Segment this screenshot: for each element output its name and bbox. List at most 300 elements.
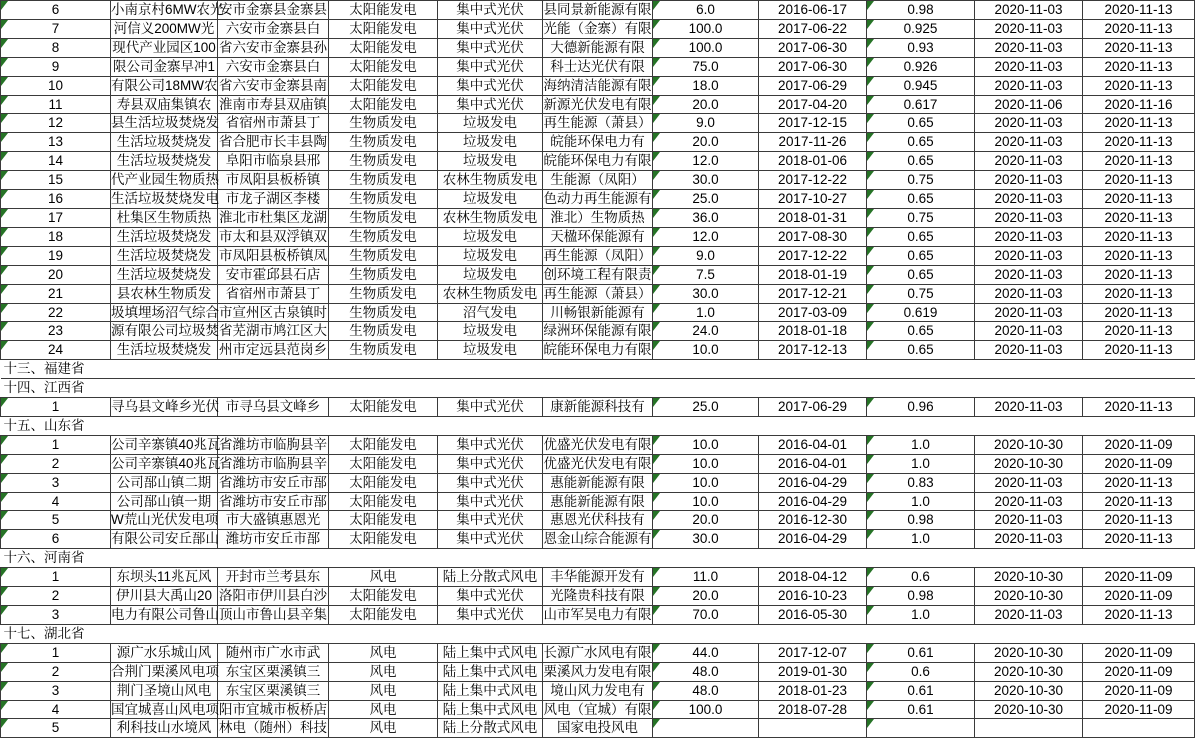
cell-publicity-start-date[interactable] [975,114,1083,133]
cell-project-name[interactable] [111,19,218,38]
cell-row-number[interactable] [1,57,111,76]
cell-power-subtype[interactable] [438,435,543,454]
cell-approval-date[interactable] [759,643,867,662]
cell-publicity-end-date[interactable] [1083,57,1195,76]
cell-project-name[interactable] [111,435,221,454]
cell-power-type[interactable] [329,208,438,227]
cell-row-number[interactable] [1,190,111,209]
cell-approval-date[interactable] [759,511,867,530]
cell-price[interactable] [867,587,975,606]
cell-company[interactable] [543,606,653,625]
cell-location[interactable] [218,284,329,303]
cell-approval-date[interactable] [759,76,867,95]
cell-power-subtype[interactable] [438,587,543,606]
cell-location[interactable] [218,227,329,246]
cell-approval-date[interactable] [759,454,867,473]
cell-price[interactable] [867,76,975,95]
cell-company[interactable] [543,643,653,662]
cell-publicity-end-date[interactable] [1083,171,1195,190]
cell-power-type[interactable] [329,473,438,492]
cell-location[interactable] [218,606,329,625]
cell-publicity-end-date[interactable] [1083,227,1195,246]
cell-row-number[interactable] [1,208,111,227]
cell-project-name[interactable] [111,511,218,530]
cell-company[interactable] [543,303,653,322]
cell-row-number[interactable] [1,284,111,303]
cell-power-type[interactable] [329,530,438,549]
cell-power-subtype[interactable] [438,95,543,114]
cell-price[interactable] [867,265,975,284]
cell-location[interactable] [218,492,329,511]
cell-row-number[interactable] [1,530,111,549]
cell-location[interactable] [218,1,329,20]
cell-project-name[interactable] [111,152,218,171]
cell-price[interactable] [867,530,975,549]
cell-company[interactable] [543,208,653,227]
cell-price[interactable] [867,643,975,662]
cell-price[interactable] [867,700,975,719]
cell-location[interactable] [218,95,329,114]
cell-power-subtype[interactable] [438,322,543,341]
cell-location[interactable] [218,114,329,133]
cell-capacity[interactable] [653,606,759,625]
cell-project-name[interactable] [111,322,218,341]
cell-price[interactable] [867,322,975,341]
cell-row-number[interactable] [1,171,111,190]
cell-power-subtype[interactable] [438,152,543,171]
cell-price[interactable] [867,227,975,246]
cell-company[interactable] [543,322,653,341]
cell-company[interactable] [543,190,653,209]
cell-approval-date[interactable] [759,1,867,20]
cell-publicity-end-date[interactable] [1083,114,1195,133]
cell-location[interactable] [218,435,329,454]
cell-company[interactable] [543,398,653,417]
cell-approval-date[interactable] [759,341,867,360]
cell-approval-date[interactable] [759,322,867,341]
cell-approval-date[interactable] [759,227,867,246]
cell-publicity-end-date[interactable] [1083,190,1195,209]
cell-price[interactable] [867,57,975,76]
cell-company[interactable] [543,435,653,454]
cell-company[interactable] [543,492,653,511]
cell-publicity-start-date[interactable] [975,473,1083,492]
cell-company[interactable] [543,57,653,76]
cell-approval-date[interactable] [759,190,867,209]
cell-publicity-start-date[interactable] [975,38,1083,57]
cell-power-type[interactable] [329,114,438,133]
cell-power-type[interactable] [329,341,438,360]
cell-location[interactable] [218,303,329,322]
cell-publicity-end-date[interactable] [1083,473,1195,492]
cell-company[interactable] [543,265,653,284]
cell-row-number[interactable] [1,398,111,417]
cell-row-number[interactable] [1,227,111,246]
cell-capacity[interactable] [653,719,759,738]
cell-company[interactable] [543,341,653,360]
cell-capacity[interactable] [653,700,759,719]
cell-location[interactable] [218,587,329,606]
cell-company[interactable] [543,700,653,719]
cell-location[interactable] [218,171,329,190]
section-header-cell[interactable]: 十四、江西省 [1,379,1195,398]
cell-project-name[interactable] [111,662,218,681]
cell-capacity[interactable] [653,398,759,417]
cell-location[interactable] [218,190,329,209]
cell-capacity[interactable] [653,152,759,171]
cell-company[interactable] [543,530,653,549]
cell-publicity-end-date[interactable] [1083,19,1195,38]
cell-approval-date[interactable] [759,606,867,625]
cell-capacity[interactable] [653,568,759,587]
cell-publicity-start-date[interactable] [975,435,1083,454]
cell-approval-date[interactable] [759,19,867,38]
cell-project-name[interactable] [111,1,224,20]
cell-publicity-start-date[interactable] [975,341,1083,360]
cell-capacity[interactable] [653,492,759,511]
cell-approval-date[interactable] [759,152,867,171]
cell-publicity-start-date[interactable] [975,719,1083,738]
cell-power-subtype[interactable] [438,1,543,20]
cell-row-number[interactable] [1,511,111,530]
cell-publicity-start-date[interactable] [975,265,1083,284]
cell-project-name[interactable] [111,568,218,587]
cell-power-type[interactable] [329,95,438,114]
cell-company[interactable] [543,511,653,530]
cell-capacity[interactable] [653,95,759,114]
cell-power-type[interactable] [329,662,438,681]
cell-publicity-end-date[interactable] [1083,208,1195,227]
cell-publicity-start-date[interactable] [975,530,1083,549]
cell-publicity-end-date[interactable] [1083,265,1195,284]
cell-project-name[interactable] [111,38,218,57]
section-header-cell[interactable]: 十三、福建省 [1,360,1195,379]
cell-location[interactable] [218,57,329,76]
cell-capacity[interactable] [653,114,759,133]
cell-location[interactable] [218,19,329,38]
cell-row-number[interactable] [1,643,111,662]
cell-company[interactable] [543,227,653,246]
cell-power-subtype[interactable] [438,492,543,511]
cell-publicity-end-date[interactable] [1083,530,1195,549]
cell-power-type[interactable] [329,1,438,20]
cell-approval-date[interactable] [759,681,867,700]
cell-project-name[interactable] [111,190,218,209]
cell-power-subtype[interactable] [438,473,543,492]
cell-capacity[interactable] [653,662,759,681]
cell-row-number[interactable] [1,152,111,171]
cell-power-type[interactable] [329,511,438,530]
cell-approval-date[interactable] [759,95,867,114]
cell-project-name[interactable] [111,606,218,625]
cell-company[interactable] [543,587,653,606]
cell-capacity[interactable] [653,265,759,284]
section-header-cell[interactable]: 十六、河南省 [1,549,1195,568]
cell-publicity-start-date[interactable] [975,662,1083,681]
cell-capacity[interactable] [653,1,759,20]
cell-row-number[interactable] [1,1,111,20]
cell-location[interactable] [218,133,329,152]
cell-location[interactable] [218,265,329,284]
cell-row-number[interactable] [1,719,111,738]
cell-approval-date[interactable] [759,303,867,322]
cell-publicity-start-date[interactable] [975,511,1083,530]
cell-price[interactable] [867,246,975,265]
cell-power-subtype[interactable] [438,719,543,738]
cell-price[interactable] [867,473,975,492]
cell-row-number[interactable] [1,606,111,625]
cell-capacity[interactable] [653,322,759,341]
cell-company[interactable] [543,38,653,57]
cell-power-subtype[interactable] [438,530,543,549]
cell-power-subtype[interactable] [438,265,543,284]
cell-capacity[interactable] [653,643,759,662]
cell-publicity-end-date[interactable] [1083,38,1195,57]
cell-power-subtype[interactable] [438,303,543,322]
cell-publicity-start-date[interactable] [975,190,1083,209]
cell-publicity-end-date[interactable] [1083,606,1195,625]
cell-company[interactable] [543,568,653,587]
cell-location[interactable] [218,152,329,171]
cell-row-number[interactable] [1,303,111,322]
cell-capacity[interactable] [653,57,759,76]
cell-approval-date[interactable] [759,114,867,133]
cell-row-number[interactable] [1,435,111,454]
cell-power-subtype[interactable] [438,38,543,57]
cell-power-type[interactable] [329,606,438,625]
cell-price[interactable] [867,114,975,133]
cell-capacity[interactable] [653,341,759,360]
cell-capacity[interactable] [653,171,759,190]
cell-company[interactable] [543,19,653,38]
cell-price[interactable] [867,95,975,114]
cell-project-name[interactable] [111,492,218,511]
cell-capacity[interactable] [653,511,759,530]
cell-power-type[interactable] [329,133,438,152]
cell-power-type[interactable] [329,454,438,473]
cell-row-number[interactable] [1,38,111,57]
cell-publicity-start-date[interactable] [975,76,1083,95]
cell-power-type[interactable] [329,57,438,76]
cell-location[interactable] [218,511,329,530]
cell-capacity[interactable] [653,435,759,454]
cell-price[interactable] [867,133,975,152]
cell-project-name[interactable] [111,284,218,303]
cell-row-number[interactable] [1,265,111,284]
cell-power-subtype[interactable] [438,246,543,265]
cell-power-subtype[interactable] [438,681,543,700]
cell-approval-date[interactable] [759,284,867,303]
cell-publicity-end-date[interactable] [1083,492,1195,511]
cell-company[interactable] [543,719,653,738]
cell-price[interactable] [867,454,975,473]
cell-power-subtype[interactable] [438,568,543,587]
cell-capacity[interactable] [653,681,759,700]
cell-power-type[interactable] [329,19,438,38]
cell-company[interactable] [543,662,653,681]
cell-power-subtype[interactable] [438,662,543,681]
cell-location[interactable] [218,473,329,492]
cell-price[interactable] [867,398,975,417]
cell-approval-date[interactable] [759,473,867,492]
cell-row-number[interactable] [1,341,111,360]
cell-row-number[interactable] [1,95,111,114]
cell-capacity[interactable] [653,303,759,322]
cell-approval-date[interactable] [759,530,867,549]
cell-price[interactable] [867,208,975,227]
cell-publicity-end-date[interactable] [1083,95,1195,114]
cell-capacity[interactable] [653,530,759,549]
cell-power-subtype[interactable] [438,511,543,530]
cell-company[interactable] [543,76,653,95]
cell-power-type[interactable] [329,152,438,171]
cell-publicity-start-date[interactable] [975,454,1083,473]
cell-publicity-start-date[interactable] [975,95,1083,114]
cell-location[interactable] [218,322,329,341]
cell-power-subtype[interactable] [438,227,543,246]
cell-publicity-end-date[interactable] [1083,246,1195,265]
cell-power-subtype[interactable] [438,284,543,303]
cell-capacity[interactable] [653,454,759,473]
cell-approval-date[interactable] [759,57,867,76]
cell-project-name[interactable] [111,530,218,549]
cell-location[interactable] [218,208,329,227]
cell-project-name[interactable] [111,265,218,284]
cell-power-subtype[interactable] [438,76,543,95]
cell-publicity-end-date[interactable] [1083,568,1195,587]
cell-power-type[interactable] [329,227,438,246]
cell-company[interactable] [543,284,653,303]
cell-publicity-end-date[interactable] [1083,322,1195,341]
cell-project-name[interactable] [111,587,218,606]
cell-capacity[interactable] [653,227,759,246]
cell-publicity-start-date[interactable] [975,681,1083,700]
cell-publicity-end-date[interactable] [1083,133,1195,152]
cell-capacity[interactable] [653,76,759,95]
cell-power-subtype[interactable] [438,19,543,38]
cell-publicity-end-date[interactable] [1083,587,1195,606]
cell-project-name[interactable] [111,700,218,719]
cell-company[interactable] [543,681,653,700]
cell-price[interactable] [867,341,975,360]
cell-power-type[interactable] [329,171,438,190]
cell-publicity-start-date[interactable] [975,246,1083,265]
cell-project-name[interactable] [111,719,218,738]
cell-publicity-end-date[interactable] [1083,341,1195,360]
cell-row-number[interactable] [1,492,111,511]
cell-company[interactable] [543,152,653,171]
cell-row-number[interactable] [1,681,111,700]
cell-power-subtype[interactable] [438,341,543,360]
cell-publicity-end-date[interactable] [1083,152,1195,171]
cell-publicity-start-date[interactable] [975,568,1083,587]
cell-publicity-end-date[interactable] [1083,511,1195,530]
cell-capacity[interactable] [653,133,759,152]
cell-project-name[interactable] [111,133,218,152]
cell-company[interactable] [543,473,653,492]
cell-power-type[interactable] [329,38,438,57]
cell-capacity[interactable] [653,190,759,209]
cell-power-type[interactable] [329,190,438,209]
cell-capacity[interactable] [653,587,759,606]
cell-price[interactable] [867,662,975,681]
cell-row-number[interactable] [1,473,111,492]
cell-power-type[interactable] [329,700,438,719]
cell-project-name[interactable] [111,208,218,227]
cell-publicity-start-date[interactable] [975,227,1083,246]
cell-project-name[interactable] [111,398,218,417]
cell-row-number[interactable] [1,246,111,265]
cell-location[interactable] [218,530,329,549]
cell-price[interactable] [867,568,975,587]
cell-approval-date[interactable] [759,208,867,227]
cell-project-name[interactable] [111,227,218,246]
cell-publicity-start-date[interactable] [975,171,1083,190]
cell-power-subtype[interactable] [438,606,543,625]
cell-capacity[interactable] [653,473,759,492]
cell-location[interactable] [218,38,329,57]
cell-approval-date[interactable] [759,719,867,738]
cell-publicity-start-date[interactable] [975,19,1083,38]
cell-publicity-start-date[interactable] [975,57,1083,76]
cell-publicity-end-date[interactable] [1083,662,1195,681]
cell-publicity-start-date[interactable] [975,208,1083,227]
cell-power-type[interactable] [329,265,438,284]
cell-price[interactable] [867,171,975,190]
cell-price[interactable] [867,1,975,20]
cell-power-type[interactable] [329,681,438,700]
cell-power-type[interactable] [329,568,438,587]
cell-power-subtype[interactable] [438,171,543,190]
cell-location[interactable] [218,246,329,265]
cell-capacity[interactable] [653,208,759,227]
cell-power-type[interactable] [329,492,438,511]
cell-power-subtype[interactable] [438,133,543,152]
cell-publicity-start-date[interactable] [975,606,1083,625]
cell-approval-date[interactable] [759,568,867,587]
cell-approval-date[interactable] [759,171,867,190]
cell-approval-date[interactable] [759,492,867,511]
cell-power-subtype[interactable] [438,643,543,662]
section-header-cell[interactable]: 十五、山东省 [1,416,1195,435]
cell-power-type[interactable] [329,322,438,341]
cell-row-number[interactable] [1,454,111,473]
cell-project-name[interactable] [111,643,218,662]
cell-row-number[interactable] [1,76,111,95]
cell-power-type[interactable] [329,76,438,95]
cell-price[interactable] [867,681,975,700]
cell-location[interactable] [218,454,329,473]
cell-project-name[interactable] [111,95,218,114]
cell-row-number[interactable] [1,114,111,133]
cell-project-name[interactable] [111,246,218,265]
cell-publicity-end-date[interactable] [1083,681,1195,700]
cell-approval-date[interactable] [759,38,867,57]
cell-approval-date[interactable] [759,265,867,284]
cell-approval-date[interactable] [759,246,867,265]
cell-power-type[interactable] [329,398,438,417]
cell-project-name[interactable] [111,303,218,322]
cell-approval-date[interactable] [759,435,867,454]
cell-company[interactable] [543,133,653,152]
cell-company[interactable] [543,95,653,114]
cell-price[interactable] [867,606,975,625]
cell-price[interactable] [867,492,975,511]
cell-approval-date[interactable] [759,587,867,606]
cell-location[interactable] [218,568,329,587]
cell-price[interactable] [867,19,975,38]
cell-power-subtype[interactable] [438,114,543,133]
